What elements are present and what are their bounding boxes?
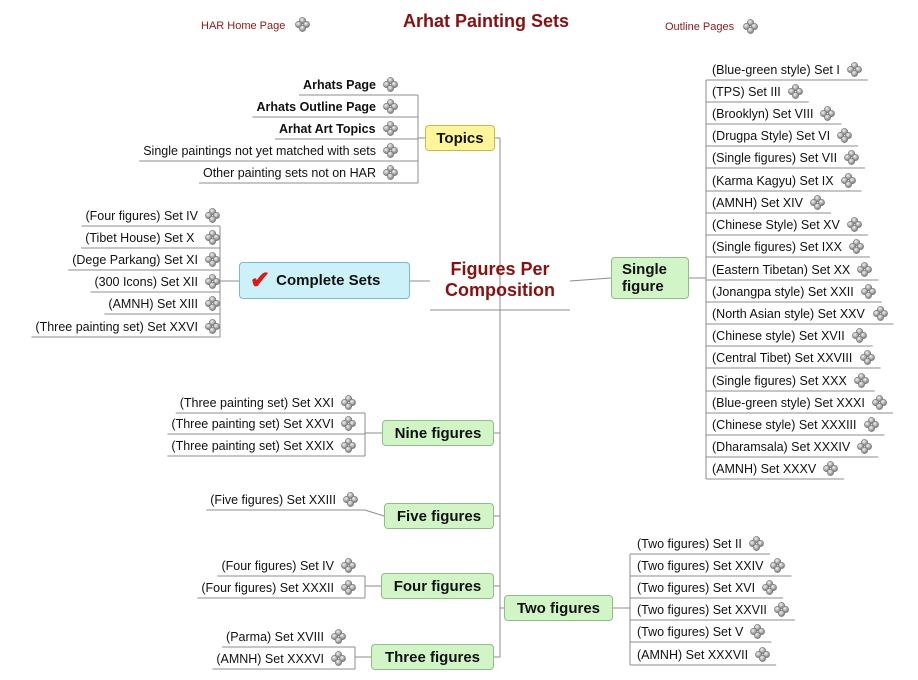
single-figure-item[interactable]: (Karma Kagyu) Set IX <box>712 174 834 188</box>
checkmark-icon: ✔ <box>250 266 271 294</box>
jewel-link-icon[interactable] <box>750 624 765 639</box>
four-figures-node[interactable] <box>381 573 494 599</box>
single-figure-item[interactable]: (Single figures) Set IXX <box>712 240 842 254</box>
single-figure-item[interactable]: (Eastern Tibetan) Set XX <box>712 263 851 277</box>
jewel-link-icon[interactable] <box>864 417 879 432</box>
jewel-link-icon[interactable] <box>749 536 764 551</box>
jewel-link-icon[interactable] <box>383 165 398 180</box>
two-figures-item[interactable]: (Two figures) Set XVI <box>637 581 756 595</box>
jewel-link-icon[interactable] <box>383 99 398 114</box>
jewel-link-icon[interactable] <box>331 651 346 666</box>
jewel-link-icon[interactable] <box>823 461 838 476</box>
topics-item[interactable]: Arhat Art Topics <box>279 122 376 136</box>
two-figures-item[interactable]: (Two figures) Set V <box>637 625 744 639</box>
jewel-link-icon[interactable] <box>847 62 862 77</box>
two-figures-node[interactable] <box>504 595 613 621</box>
jewel-link-icon[interactable] <box>762 580 777 595</box>
single-figure-item[interactable]: (Blue-green style) Set XXXI <box>712 396 865 410</box>
jewel-link-icon[interactable] <box>205 252 220 267</box>
two-figures-label: Two figures <box>516 599 601 617</box>
topics-label: Topics <box>436 129 484 147</box>
central-topic[interactable] <box>430 259 570 301</box>
nine-figures-item[interactable]: (Three painting set) Set XXVI <box>171 417 334 431</box>
jewel-link-icon[interactable] <box>205 274 220 289</box>
jewel-link-icon[interactable] <box>847 217 862 232</box>
four-figures-label: Four figures <box>393 577 482 595</box>
single-figure-label-line2: figure <box>622 278 664 295</box>
single-figure-node[interactable] <box>611 257 689 299</box>
topics-item[interactable]: Other painting sets not on HAR <box>202 166 376 180</box>
outline-link-jewel-icon[interactable] <box>743 19 758 34</box>
jewel-link-icon[interactable] <box>341 558 356 573</box>
jewel-link-icon[interactable] <box>857 439 872 454</box>
single-figure-item[interactable]: (Jonangpa style) Set XXII <box>712 285 854 299</box>
complete-sets-item[interactable]: (300 Icons) Set XII <box>94 275 198 289</box>
four-figures-item[interactable]: (Four figures) Set XXXII <box>201 581 334 595</box>
topics-item[interactable]: Arhats Outline Page <box>256 100 376 114</box>
jewel-link-icon[interactable] <box>872 395 887 410</box>
jewel-link-icon[interactable] <box>341 395 356 410</box>
single-figure-item[interactable]: (Single figures) Set XXX <box>712 374 847 388</box>
jewel-link-icon[interactable] <box>854 373 869 388</box>
jewel-link-icon[interactable] <box>861 284 876 299</box>
jewel-link-icon[interactable] <box>205 319 220 334</box>
single-figure-item[interactable]: (Dharamsala) Set XXXIV <box>712 440 851 454</box>
central-topic-line2: Composition <box>445 280 555 300</box>
complete-sets-item[interactable]: (AMNH) Set XIII <box>108 297 198 311</box>
single-figure-item[interactable]: (TPS) Set III <box>712 85 781 99</box>
single-figure-item[interactable]: (Drugpa Style) Set VI <box>712 129 831 143</box>
jewel-link-icon[interactable] <box>755 647 770 662</box>
single-figure-item[interactable]: (Brooklyn) Set VIII <box>712 107 814 121</box>
single-figure-item[interactable]: (Single figures) Set VII <box>712 151 838 165</box>
complete-sets-label: Complete Sets <box>276 272 381 289</box>
jewel-link-icon[interactable] <box>860 350 875 365</box>
single-figure-item[interactable]: (Chinese Style) Set XV <box>712 218 840 232</box>
jewel-link-icon[interactable] <box>383 143 398 158</box>
jewel-link-icon[interactable] <box>205 296 220 311</box>
jewel-link-icon[interactable] <box>341 438 356 453</box>
complete-sets-item[interactable]: (Tibet House) Set X <box>85 231 195 245</box>
topics-item[interactable]: Arhats Page <box>303 78 376 92</box>
jewel-link-icon[interactable] <box>383 121 398 136</box>
har-home-link[interactable]: HAR Home Page <box>201 20 286 32</box>
jewel-link-icon[interactable] <box>331 629 346 644</box>
single-figure-item[interactable]: (AMNH) Set XXXV <box>712 462 817 476</box>
jewel-link-icon[interactable] <box>837 128 852 143</box>
single-figure-item[interactable]: (Chinese style) Set XVII <box>712 329 845 343</box>
jewel-link-icon[interactable] <box>205 208 220 223</box>
two-figures-item[interactable]: (Two figures) Set XXVII <box>637 603 767 617</box>
complete-sets-item[interactable]: (Three painting set) Set XXVI <box>35 320 198 334</box>
three-figures-item[interactable]: (Parma) Set XVIII <box>226 630 324 644</box>
jewel-link-icon[interactable] <box>844 150 859 165</box>
jewel-link-icon[interactable] <box>810 195 825 210</box>
four-figures-item[interactable]: (Four figures) Set IV <box>221 559 334 573</box>
jewel-link-icon[interactable] <box>205 230 220 245</box>
single-figure-item[interactable]: (Blue-green style) Set I <box>712 63 840 77</box>
two-figures-item[interactable]: (AMNH) Set XXXVII <box>637 648 749 662</box>
nine-figures-item[interactable]: (Three painting set) Set XXIX <box>171 439 334 453</box>
page-title: Arhat Painting Sets <box>403 11 570 31</box>
single-figure-item[interactable]: (AMNH) Set XIV <box>712 196 803 210</box>
topics-node[interactable] <box>425 125 495 151</box>
nine-figures-node[interactable] <box>382 420 494 446</box>
jewel-link-icon[interactable] <box>343 492 358 507</box>
five-figures-item[interactable]: (Five figures) Set XXIII <box>210 493 336 507</box>
two-figures-item[interactable]: (Two figures) Set II <box>637 537 742 551</box>
jewel-link-icon[interactable] <box>852 328 867 343</box>
jewel-link-icon[interactable] <box>770 558 785 573</box>
single-figure-item[interactable]: (Chinese style) Set XXXIII <box>712 418 857 432</box>
complete-sets-item[interactable]: (Dege Parkang) Set XI <box>72 253 198 267</box>
three-figures-item[interactable]: (AMNH) Set XXXVI <box>216 652 324 666</box>
complete-sets-node[interactable] <box>239 262 410 299</box>
topics-item[interactable]: Single paintings not yet matched with sets <box>143 144 376 158</box>
jewel-link-icon[interactable] <box>841 173 856 188</box>
central-topic-line1: Figures Per <box>450 259 550 279</box>
jewel-link-icon[interactable] <box>774 602 789 617</box>
jewel-link-icon[interactable] <box>341 416 356 431</box>
single-figure-item[interactable]: (North Asian style) Set XXV <box>712 307 865 321</box>
nine-figures-item[interactable]: (Three painting set) Set XXI <box>179 396 334 410</box>
jewel-link-icon[interactable] <box>383 77 398 92</box>
jewel-link-icon[interactable] <box>788 84 803 99</box>
jewel-link-icon[interactable] <box>820 106 835 121</box>
two-figures-item[interactable]: (Two figures) Set XXIV <box>637 559 764 573</box>
outline-pages-link[interactable]: Outline Pages <box>665 21 735 33</box>
complete-sets-item[interactable]: (Four figures) Set IV <box>85 209 198 223</box>
jewel-link-icon[interactable] <box>857 262 872 277</box>
five-figures-label: Five figures <box>396 507 482 525</box>
jewel-link-icon[interactable] <box>341 580 356 595</box>
three-figures-label: Three figures <box>384 648 481 666</box>
single-figure-label-line1: Single <box>622 261 668 278</box>
home-link-jewel-icon[interactable] <box>295 17 310 32</box>
five-figures-node[interactable] <box>384 503 494 529</box>
single-figure-item[interactable]: (Central Tibet) Set XXVIII <box>712 351 853 365</box>
nine-figures-label: Nine figures <box>394 424 482 442</box>
three-figures-node[interactable] <box>371 644 494 670</box>
jewel-link-icon[interactable] <box>849 239 864 254</box>
jewel-link-icon[interactable] <box>873 306 888 321</box>
